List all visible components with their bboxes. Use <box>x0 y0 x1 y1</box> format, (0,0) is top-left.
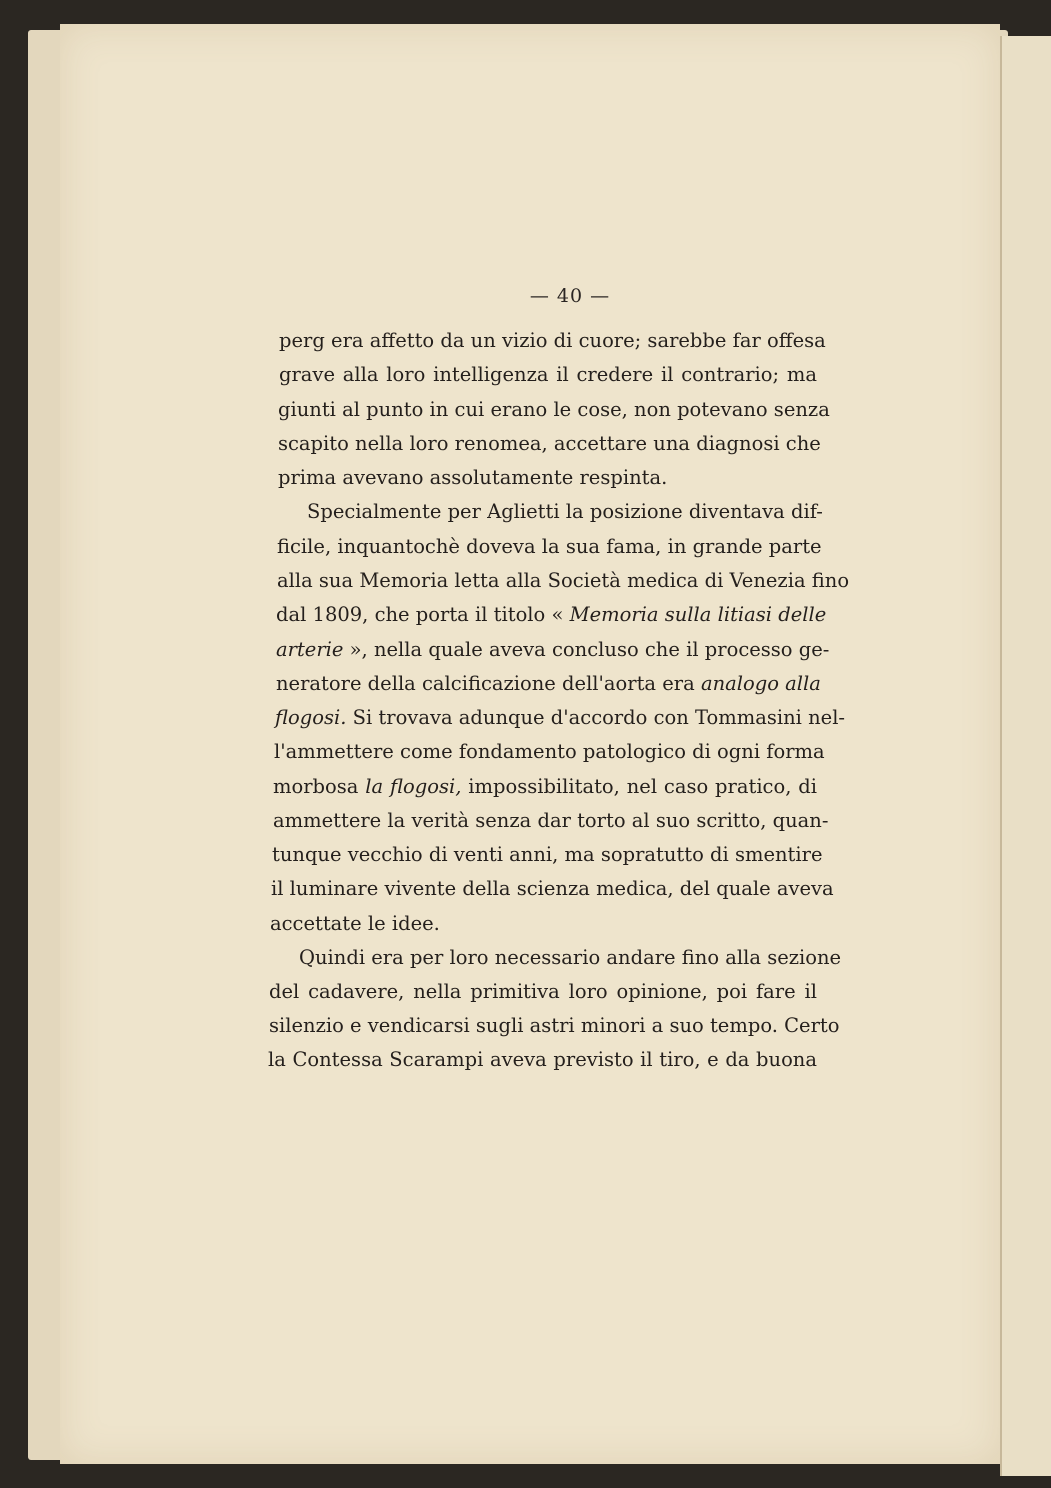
text-line: prima avevano assolutamente respinta. <box>278 466 668 489</box>
text-line: alla sua Memoria letta alla Società medica di Venezia fino <box>277 569 850 592</box>
text-line: il luminare vivente della scienza medica, del quale aveva <box>271 877 834 900</box>
text-line: ammettere la verità senza dar torto al suo scritto, quan- <box>273 809 829 832</box>
text-line: grave alla loro intelligenza il credere il contrario; ma <box>279 363 817 386</box>
text-line: la Contessa Scarampi aveva previsto il tiro, e da buona <box>268 1048 817 1071</box>
text-line: ficile, inquantochè doveva la sua fama, in grande parte <box>277 535 822 558</box>
text-line: arterie », nella quale aveva concluso che il processo ge- <box>276 638 830 661</box>
text-line: dal 1809, che porta il titolo « Memoria sulla litiasi delle <box>276 603 827 626</box>
text-line: flogosi. Si trovava adunque d'accordo con Tommasini nel- <box>275 706 846 729</box>
facing-page-edge <box>1000 36 1051 1476</box>
text-line: del cadavere, nella primitiva loro opinione, poi fare il <box>269 980 817 1003</box>
text-line: giunti al punto in cui erano le cose, non potevano senza <box>278 398 830 421</box>
text-line: silenzio e vendicarsi sugli astri minori a suo tempo. Certo <box>269 1014 840 1037</box>
text-line: Specialmente per Aglietti la posizione diventava dif- <box>307 500 823 523</box>
text-line: l'ammettere come fondamento patologico di ogni forma <box>274 740 825 763</box>
page-number: — 40 — <box>529 285 611 307</box>
text-line: neratore della calcificazione dell'aorta era analogo alla <box>276 672 821 695</box>
text-line: Quindi era per loro necessario andare fino alla sezione <box>299 946 842 969</box>
text-line: tunque vecchio di venti anni, ma sopratutto di smentire <box>272 843 823 866</box>
text-line: perg era affetto da un vizio di cuore; sarebbe far offesa <box>279 329 826 352</box>
text-line: accettate le idee. <box>270 912 440 935</box>
text-line: morbosa la flogosi, impossibilitato, nel caso pratico, di <box>273 775 817 798</box>
text-line: scapito nella loro renomea, accettare una diagnosi che <box>278 432 821 455</box>
